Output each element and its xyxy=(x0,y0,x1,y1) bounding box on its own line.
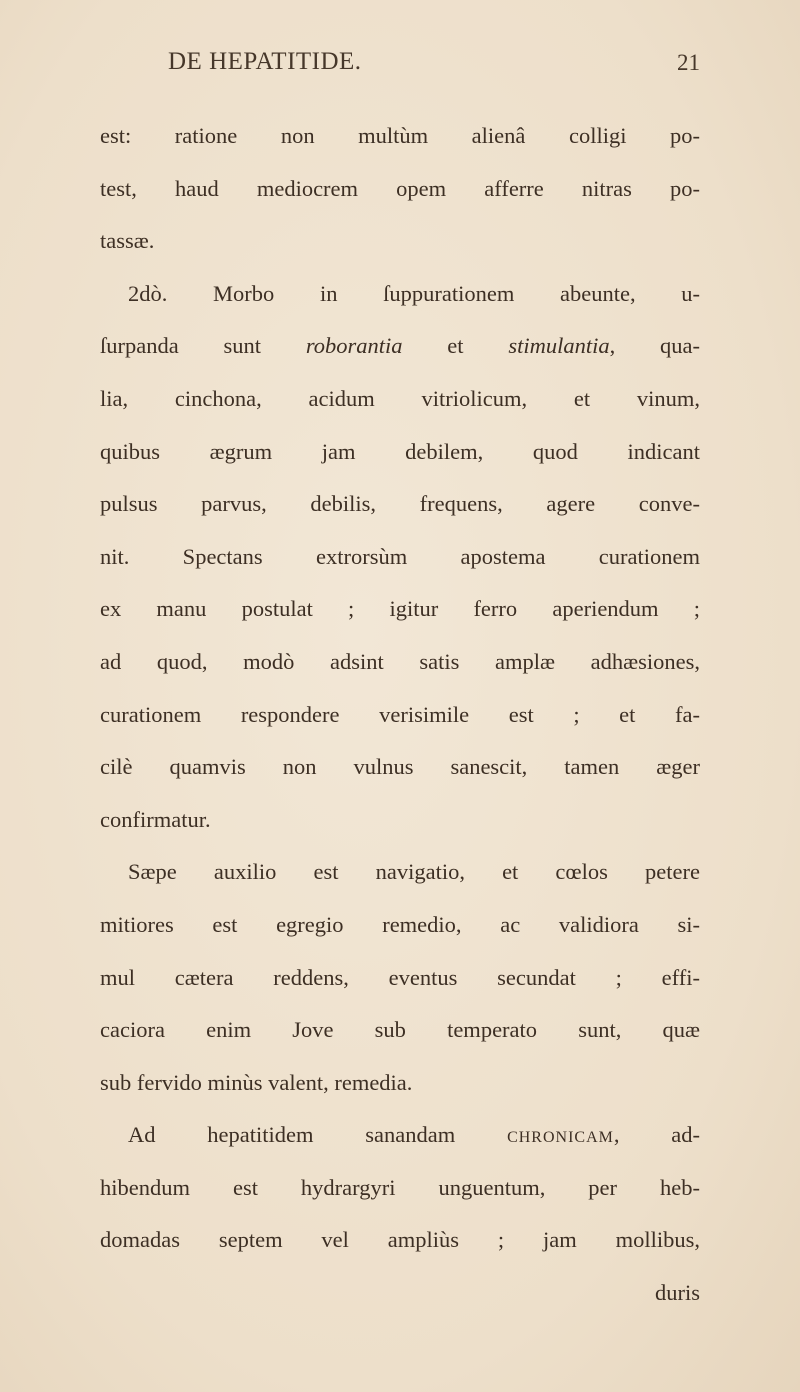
text-segment: mitiores est egregio remedio, ac validiora si- xyxy=(100,911,700,937)
text-line xyxy=(100,695,700,748)
text-segment: pulsus parvus, debilis, frequens, agere conve- xyxy=(100,491,700,517)
text-line xyxy=(100,116,700,169)
text-line xyxy=(100,326,700,379)
page-header xyxy=(168,48,700,88)
text-segment: et xyxy=(402,333,509,359)
text-segment: domadas septem vel ampliùs ; jam mollibus, xyxy=(100,1227,700,1253)
text-segment: hibendum est hydrargyri unguentum, per heb- xyxy=(100,1174,700,1200)
text-segment: Sæpe auxilio est navigatio, et cœlos petere xyxy=(128,859,700,885)
text-line xyxy=(100,589,700,642)
text-line xyxy=(100,1010,700,1063)
text-segment: nit. Spectans extrorsùm apostema curationem xyxy=(100,543,700,569)
text-segment: ex manu postulat ; igitur ferro aperiendum ; xyxy=(100,596,700,622)
text-segment: caciora enim Jove sub temperato sunt, quæ xyxy=(100,1017,700,1043)
text-line xyxy=(100,484,700,537)
text-line xyxy=(100,747,700,800)
italic-term: roborantia xyxy=(305,333,403,359)
text-segment: , ad- xyxy=(613,1122,701,1148)
small-caps-term: chronicam xyxy=(507,1122,614,1148)
text-segment: test, haud mediocrem opem afferre nitras po- xyxy=(100,175,700,201)
text-segment: lia, cinchona, acidum vitriolicum, et vinum, xyxy=(100,385,700,411)
text-segment: curationem respondere verisimile est ; et fa- xyxy=(100,701,700,727)
text-line xyxy=(100,274,700,327)
text-line xyxy=(100,1273,700,1326)
italic-term: stimulantia xyxy=(508,333,610,359)
text-line xyxy=(100,221,700,274)
text-segment: sub fervido minùs valent, remedia. xyxy=(100,1069,413,1095)
text-segment: , qua- xyxy=(609,333,700,359)
text-line xyxy=(100,169,700,222)
running-title: DE HEPATITIDE. xyxy=(168,48,362,75)
text-segment: Ad hepatitidem sanandam xyxy=(128,1122,508,1148)
text-line xyxy=(100,1220,700,1273)
text-segment: duris xyxy=(655,1280,700,1306)
text-segment: ad quod, modò adsint satis amplæ adhæsiones, xyxy=(100,648,700,674)
text-segment: confirmatur. xyxy=(100,806,211,832)
text-segment: est: ratione non multùm alienâ colligi po- xyxy=(100,123,700,148)
text-line xyxy=(100,432,700,485)
text-segment: mul cætera reddens, eventus secundat ; effi- xyxy=(100,964,700,990)
text-line xyxy=(100,1168,700,1221)
text-segment: 2dò. Morbo in ſuppurationem abeunte, u- xyxy=(128,280,700,306)
text-line xyxy=(100,537,700,590)
text-line xyxy=(100,905,700,958)
page-number: 21 xyxy=(677,50,700,75)
body-text xyxy=(100,116,700,1326)
text-segment: ſurpanda sunt xyxy=(100,333,306,359)
text-line xyxy=(100,379,700,432)
text-segment: quibus ægrum jam debilem, quod indicant xyxy=(100,438,700,464)
text-line xyxy=(100,958,700,1011)
text-line xyxy=(100,1115,700,1168)
text-line xyxy=(100,642,700,695)
text-line xyxy=(100,852,700,905)
text-segment: cilè quamvis non vulnus sanescit, tamen æger xyxy=(100,754,700,780)
text-line xyxy=(100,800,700,853)
text-line xyxy=(100,1063,700,1116)
text-segment: tassæ. xyxy=(100,228,155,254)
